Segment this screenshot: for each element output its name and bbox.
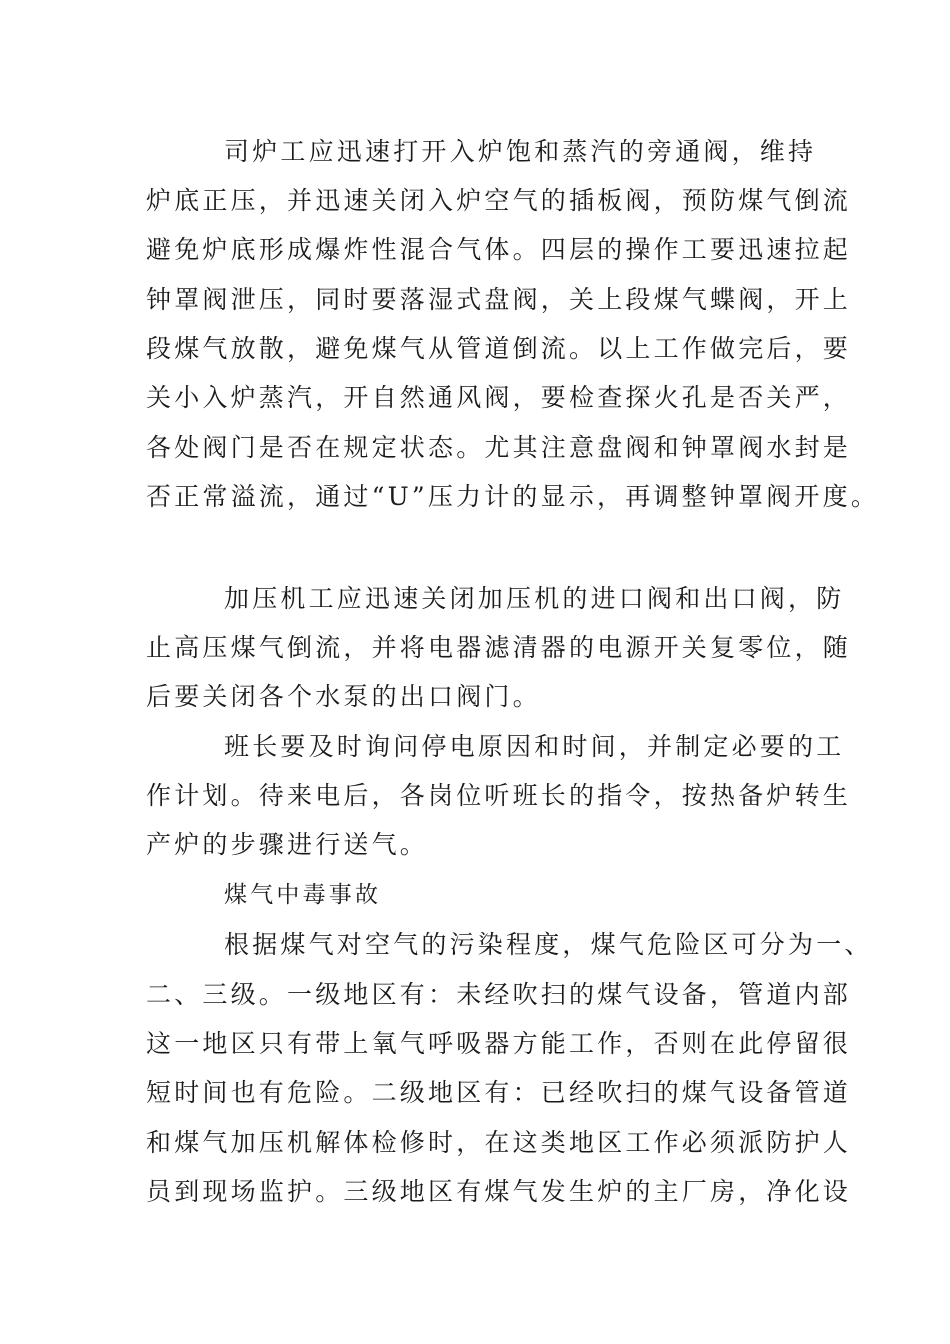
paragraph-5-line-1: 根据煤气对空气的污染程度，煤气危险区可分为一、 <box>224 930 873 959</box>
paragraph-5-line-2: 二、三级。一级地区有：未经吹扫的煤气设备，管道内部 <box>146 980 852 1009</box>
paragraph-1-line-8: 否正常溢流，通过“U”压力计的显示，再调整钟罩阀开度。 <box>146 482 880 511</box>
paragraph-5-line-6: 员到现场监护。三级地区有煤气发生炉的主厂房，净化设 <box>146 1177 852 1206</box>
paragraph-1-line-6: 关小入炉蒸汽，开自然通风阀，要检查探火孔是否关严， <box>146 383 852 412</box>
paragraph-1-line-7: 各处阀门是否在规定状态。尤其注意盘阀和钟罩阀水封是 <box>146 433 852 462</box>
paragraph-2-line-3: 后要关闭各个水泵的出口阀门。 <box>146 682 541 711</box>
paragraph-2-line-2: 止高压煤气倒流，并将电器滤清器的电源开关复零位，随 <box>146 633 852 662</box>
paragraph-3-line-2: 作计划。待来电后，各岗位听班长的指令，按热备炉转生 <box>146 781 852 810</box>
paragraph-1-line-5: 段煤气放散，避免煤气从管道倒流。以上工作做完后，要 <box>146 334 852 363</box>
paragraph-5-line-3: 这一地区只有带上氧气呼吸器方能工作，否则在此停留很 <box>146 1029 852 1058</box>
paragraph-1-line-2: 炉底正压，并迅速关闭入炉空气的插板阀，预防煤气倒流 <box>146 186 852 215</box>
paragraph-5-line-4: 短时间也有危险。二级地区有：已经吹扫的煤气设备管道 <box>146 1078 852 1107</box>
paragraph-2-line-1: 加压机工应迅速关闭加压机的进口阀和出口阀，防 <box>224 584 845 613</box>
paragraph-5-line-5: 和煤气加压机解体检修时，在这类地区工作必须派防护人 <box>146 1128 852 1157</box>
paragraph-3-line-1: 班长要及时询问停电原因和时间，并制定必要的工 <box>224 732 845 761</box>
paragraph-1-line-3: 避免炉底形成爆炸性混合气体。四层的操作工要迅速拉起 <box>146 235 852 264</box>
paragraph-3-line-3: 产炉的步骤进行送气。 <box>146 830 429 859</box>
section-heading: 煤气中毒事故 <box>224 882 382 908</box>
paragraph-1-line-1: 司炉工应迅速打开入炉饱和蒸汽的旁通阀，维持 <box>224 137 817 166</box>
paragraph-1-line-4: 钟罩阀泄压，同时要落湿式盘阀，关上段煤气蝶阀，开上 <box>146 285 852 314</box>
